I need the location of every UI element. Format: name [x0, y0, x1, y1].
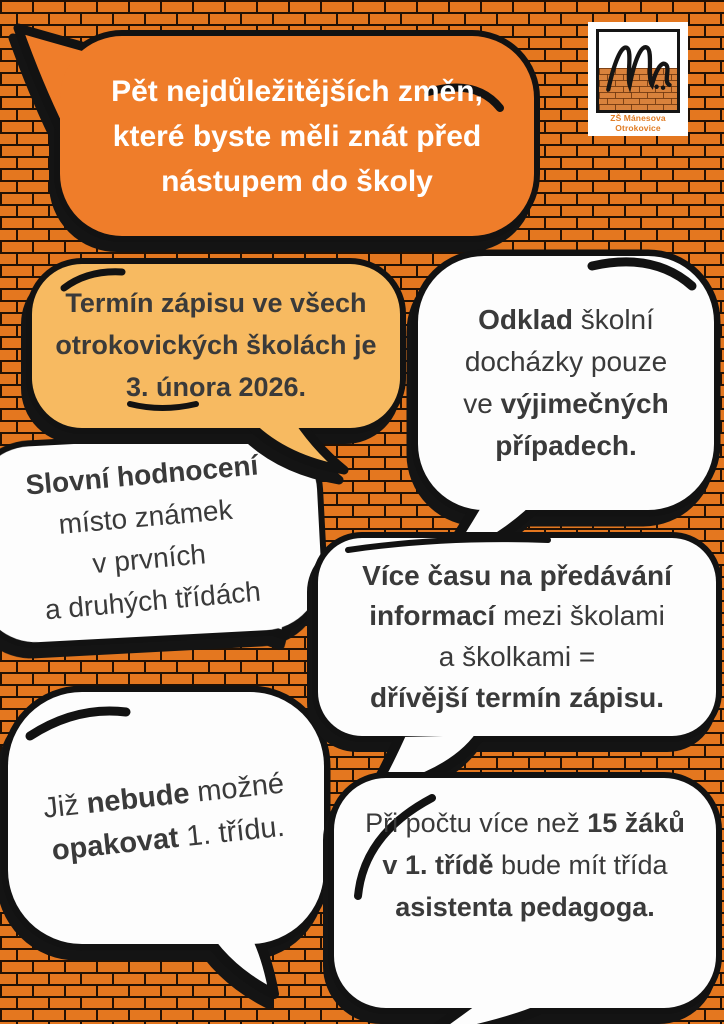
- pri-poctu-bubble: [320, 768, 724, 1024]
- school-logo: [588, 22, 688, 136]
- jiz-nebude-text: Již nebude možné opakovat 1. třídu.: [41, 767, 287, 868]
- odklad-text: Odklad školní docházky pouze ve výjimečných případech.: [463, 304, 669, 461]
- title-line: které byste měli znát před: [112, 119, 482, 153]
- title-speech-bubble: [8, 20, 552, 252]
- jiz-nebude-bubble: [0, 680, 340, 1010]
- slovni-text: Slovní hodnocení místo známek v prvních a druhých třídách: [24, 449, 262, 626]
- termin-line: Termín zápisu ve všech: [65, 288, 367, 319]
- logo-monogram-m-icon: [599, 32, 677, 110]
- termin-text: [32, 264, 400, 428]
- termin-line: 3. února 2026.: [125, 371, 307, 402]
- vice-casu-text: Více času na předávání informací mezi školami a školkami = dřívější termín zápisu.: [362, 559, 672, 713]
- title-text: [60, 36, 534, 236]
- termin-zapisu-bubble: [24, 254, 424, 489]
- logo-frame: [596, 29, 680, 113]
- pri-poctu-text: Při počtu více než 15 žáků v 1. třídě bude mít třída asistenta pedagoga.: [365, 808, 685, 922]
- title-line: Pět nejdůležitějších změn,: [111, 74, 483, 108]
- termin-line: otrokovických školách je: [55, 330, 377, 361]
- title-line: nástupem do školy: [161, 164, 433, 198]
- logo-school-name: ZŠ Mánesova Otrokovice: [610, 113, 666, 133]
